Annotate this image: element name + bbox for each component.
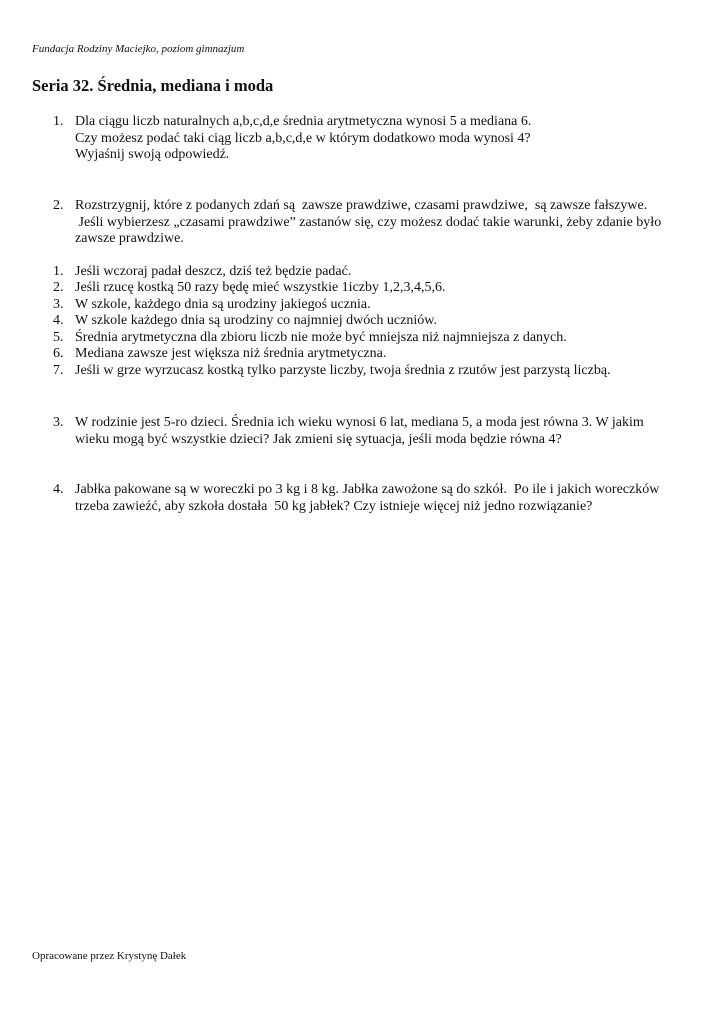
task-3-line-2: wieku mogą być wszystkie dzieci? Jak zmieni się sytuacja, jeśli moda będzie równa 4? [75,431,562,447]
task-1-line-2: Czy możesz podać taki ciąg liczb a,b,c,d,e w którym dodatkowo moda wynosi 4? [75,130,531,146]
header-organization: Fundacja Rodziny Maciejko, poziom gimnazjum [32,43,245,55]
task-3-line-1: W rodzinie jest 5-ro dzieci. Średnia ich wieku wynosi 6 lat, mediana 5, a moda jest równa 3. W jakim [75,415,644,430]
list-item-text: Mediana zawsze jest większa niż średnia arytmetyczna. [75,346,387,361]
task-number: 2. [53,198,64,213]
footer-author: Opracowane przez Krystynę Dałek [32,950,187,962]
task-2-line-2: Jeśli wybierzesz „czasami prawdziwe” zastanów się, czy możesz dodać takie warunki, żeby zdanie było [75,214,662,230]
list-item-number: 6. [53,346,64,361]
task-number: 4. [53,482,64,497]
task-1-line-1: Dla ciągu liczb naturalnych a,b,c,d,e średnia arytmetyczna wynosi 5 a mediana 6. [75,114,532,129]
list-item [53,280,703,297]
task-2-line-3: zawsze prawdziwe. [75,231,184,246]
list-item-number: 3. [53,296,64,312]
page-title: Seria 32. Średnia, mediana i moda [32,76,274,95]
task-2-line-1: Rozstrzygnij, które z podanych zdań są zawsze prawdziwe, czasami prawdziwe, są zawsze fałszywe. [75,198,648,213]
list-item-text: W szkole, każdego dnia są urodziny jakiegoś ucznia. [75,296,371,312]
task-1 [53,114,703,164]
task-3 [53,415,703,448]
list-item-text: Jeśli wczoraj padał deszcz, dziś też będzie padać. [75,263,352,279]
list-item-text: Jeśli w grze wyrzucasz kostką tylko parzyste liczby, twoja średnia z rzutów jest parzystą liczbą. [75,362,611,378]
task-2 [53,198,703,379]
list-item [53,346,703,363]
list-item-text: Średnia arytmetyczna dla zbioru liczb nie może być mniejsza niż najmniejsza z danych. [75,329,567,345]
statement-list [53,264,703,380]
task-1-line-3: Wyjaśnij swoją odpowiedź. [75,147,230,162]
task-number: 3. [53,415,64,430]
task-4-line-1: Jabłka pakowane są w woreczki po 3 kg i 8 kg. Jabłka zawożone są do szkół. Po ile i jakich woreczków [75,482,660,497]
list-item-number: 7. [53,362,64,378]
task-4 [53,482,703,515]
list-item-text: W szkole każdego dnia są urodziny co najmniej dwóch uczniów. [75,313,437,328]
list-item [53,297,703,314]
list-item [53,330,703,347]
list-item-text: Jeśli rzucę kostką 50 razy będę mieć wszystkie 1iczby 1,2,3,4,5,6. [75,280,446,295]
list-item [53,363,703,380]
task-4-line-2: trzeba zawieźć, aby szkoła dostała 50 kg jabłek? Czy istnieje więcej niż jedno rozwiązanie? [75,498,593,514]
list-item-number: 1. [53,263,64,279]
list-item [53,264,703,281]
list-item-number: 5. [53,329,64,345]
list-item-number: 2. [53,280,64,295]
task-number: 1. [53,114,64,129]
list-item [53,313,703,330]
list-item-number: 4. [53,313,64,328]
